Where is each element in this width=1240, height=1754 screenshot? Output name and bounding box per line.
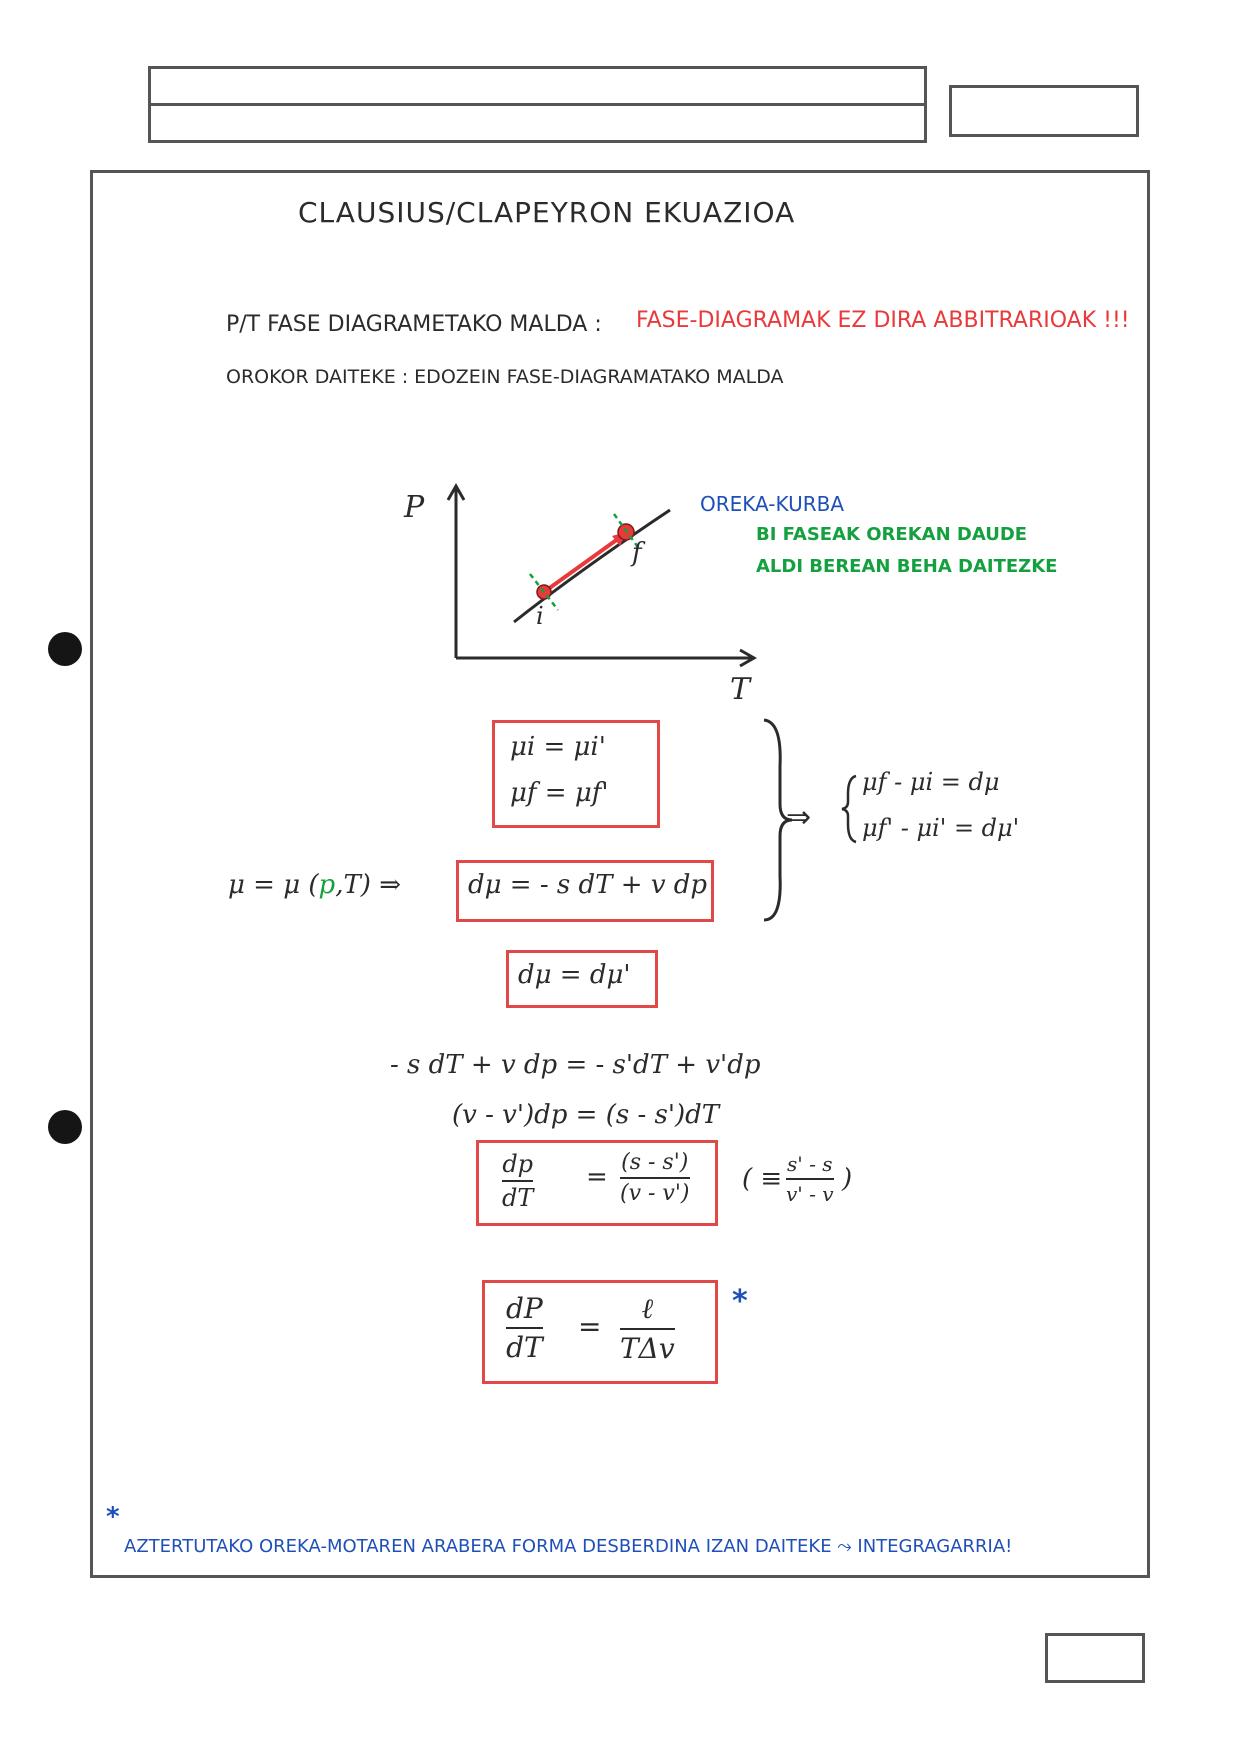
slope-fraction-right xyxy=(620,1150,690,1206)
alt-numerator: s' - s xyxy=(787,1152,833,1176)
final-right-denominator: TΔv xyxy=(620,1332,675,1365)
slope-equals: = xyxy=(586,1162,608,1192)
gibbs-duhem-equation: dμ = - s dT + v dp xyxy=(468,870,708,900)
fraction-bar xyxy=(502,1180,533,1182)
difference-1: μf - μi = dμ xyxy=(862,768,1000,796)
fraction-bar xyxy=(506,1327,543,1329)
footnote-asterisk: * xyxy=(732,1284,748,1319)
page-number-box xyxy=(1045,1633,1145,1683)
punch-hole-top xyxy=(48,632,82,666)
slope-left-denominator: dT xyxy=(502,1184,534,1212)
footnote-text: AZTERTUTAKO OREKA-MOTAREN ARABERA FORMA DESBERDINA IZAN DAITEKE ⤳ INTEGRAGARRIA! xyxy=(124,1536,1013,1557)
implies-arrow: ⇒ xyxy=(786,800,812,835)
final-equals: = xyxy=(578,1310,602,1343)
header-divider xyxy=(148,103,927,106)
difference-2: μf' - μi' = dμ' xyxy=(862,814,1020,842)
alt-denominator: v' - v xyxy=(786,1182,834,1206)
derivation-step-2: (v - v')dp = (s - s')dT xyxy=(452,1100,720,1130)
punch-hole-bottom xyxy=(48,1110,82,1144)
final-fraction-right xyxy=(620,1292,675,1365)
final-left-numerator: dP xyxy=(506,1292,543,1325)
derivation-step-1: - s dT + v dp = - s'dT + v'dp xyxy=(390,1050,761,1080)
warning-note: FASE-DIAGRAMAK EZ DIRA ABBITRARIOAK !!! xyxy=(636,308,1130,333)
mu-def-prefix: μ = μ ( xyxy=(228,870,319,900)
final-right-numerator: ℓ xyxy=(641,1292,654,1325)
alt-fraction xyxy=(786,1152,834,1206)
fraction-bar xyxy=(620,1328,675,1330)
alt-close: ) xyxy=(842,1164,853,1194)
equal-dmu-equation: dμ = dμ' xyxy=(518,960,631,990)
slope-left-numerator: dp xyxy=(502,1150,534,1178)
curve-label: OREKA-KURBA xyxy=(700,492,845,516)
path-arrow-line xyxy=(544,536,622,592)
left-brace xyxy=(840,772,860,846)
page-title: CLAUSIUS/CLAPEYRON EKUAZIOA xyxy=(298,196,796,229)
generalize-line: OROKOR DAITEKE : EDOZEIN FASE-DIAGRAMATAKO MALDA xyxy=(226,366,784,388)
fraction-bar xyxy=(786,1178,834,1180)
slope-fraction-left xyxy=(502,1150,533,1212)
point-f-label: f xyxy=(632,538,642,568)
curve-note-1: BI FASEAK OREKAN DAUDE xyxy=(756,524,1028,545)
y-axis-label: P xyxy=(404,490,425,525)
equation-mu-f: μf = μf' xyxy=(510,778,609,808)
equation-mu-i: μi = μi' xyxy=(510,732,606,762)
slope-label: P/T FASE DIAGRAMETAKO MALDA : xyxy=(226,312,602,337)
footnote-mark: * xyxy=(106,1502,120,1532)
slope-right-numerator: (s - s') xyxy=(621,1150,689,1175)
fraction-bar xyxy=(620,1177,690,1179)
mu-def-suffix: ,T) ⇒ xyxy=(335,870,401,900)
alt-open: ( ≡ xyxy=(742,1164,783,1194)
slope-right-denominator: (v - v') xyxy=(620,1181,690,1206)
final-fraction-left xyxy=(506,1292,543,1364)
mu-def-pressure: p xyxy=(318,870,336,900)
final-left-denominator: dT xyxy=(506,1331,543,1364)
x-axis-label: T xyxy=(730,672,751,707)
mu-definition xyxy=(228,870,401,900)
point-i-label: i xyxy=(536,602,544,630)
header-grade-box xyxy=(949,85,1139,137)
curve-note-2: ALDI BEREAN BEHA DAITEZKE xyxy=(756,556,1058,577)
